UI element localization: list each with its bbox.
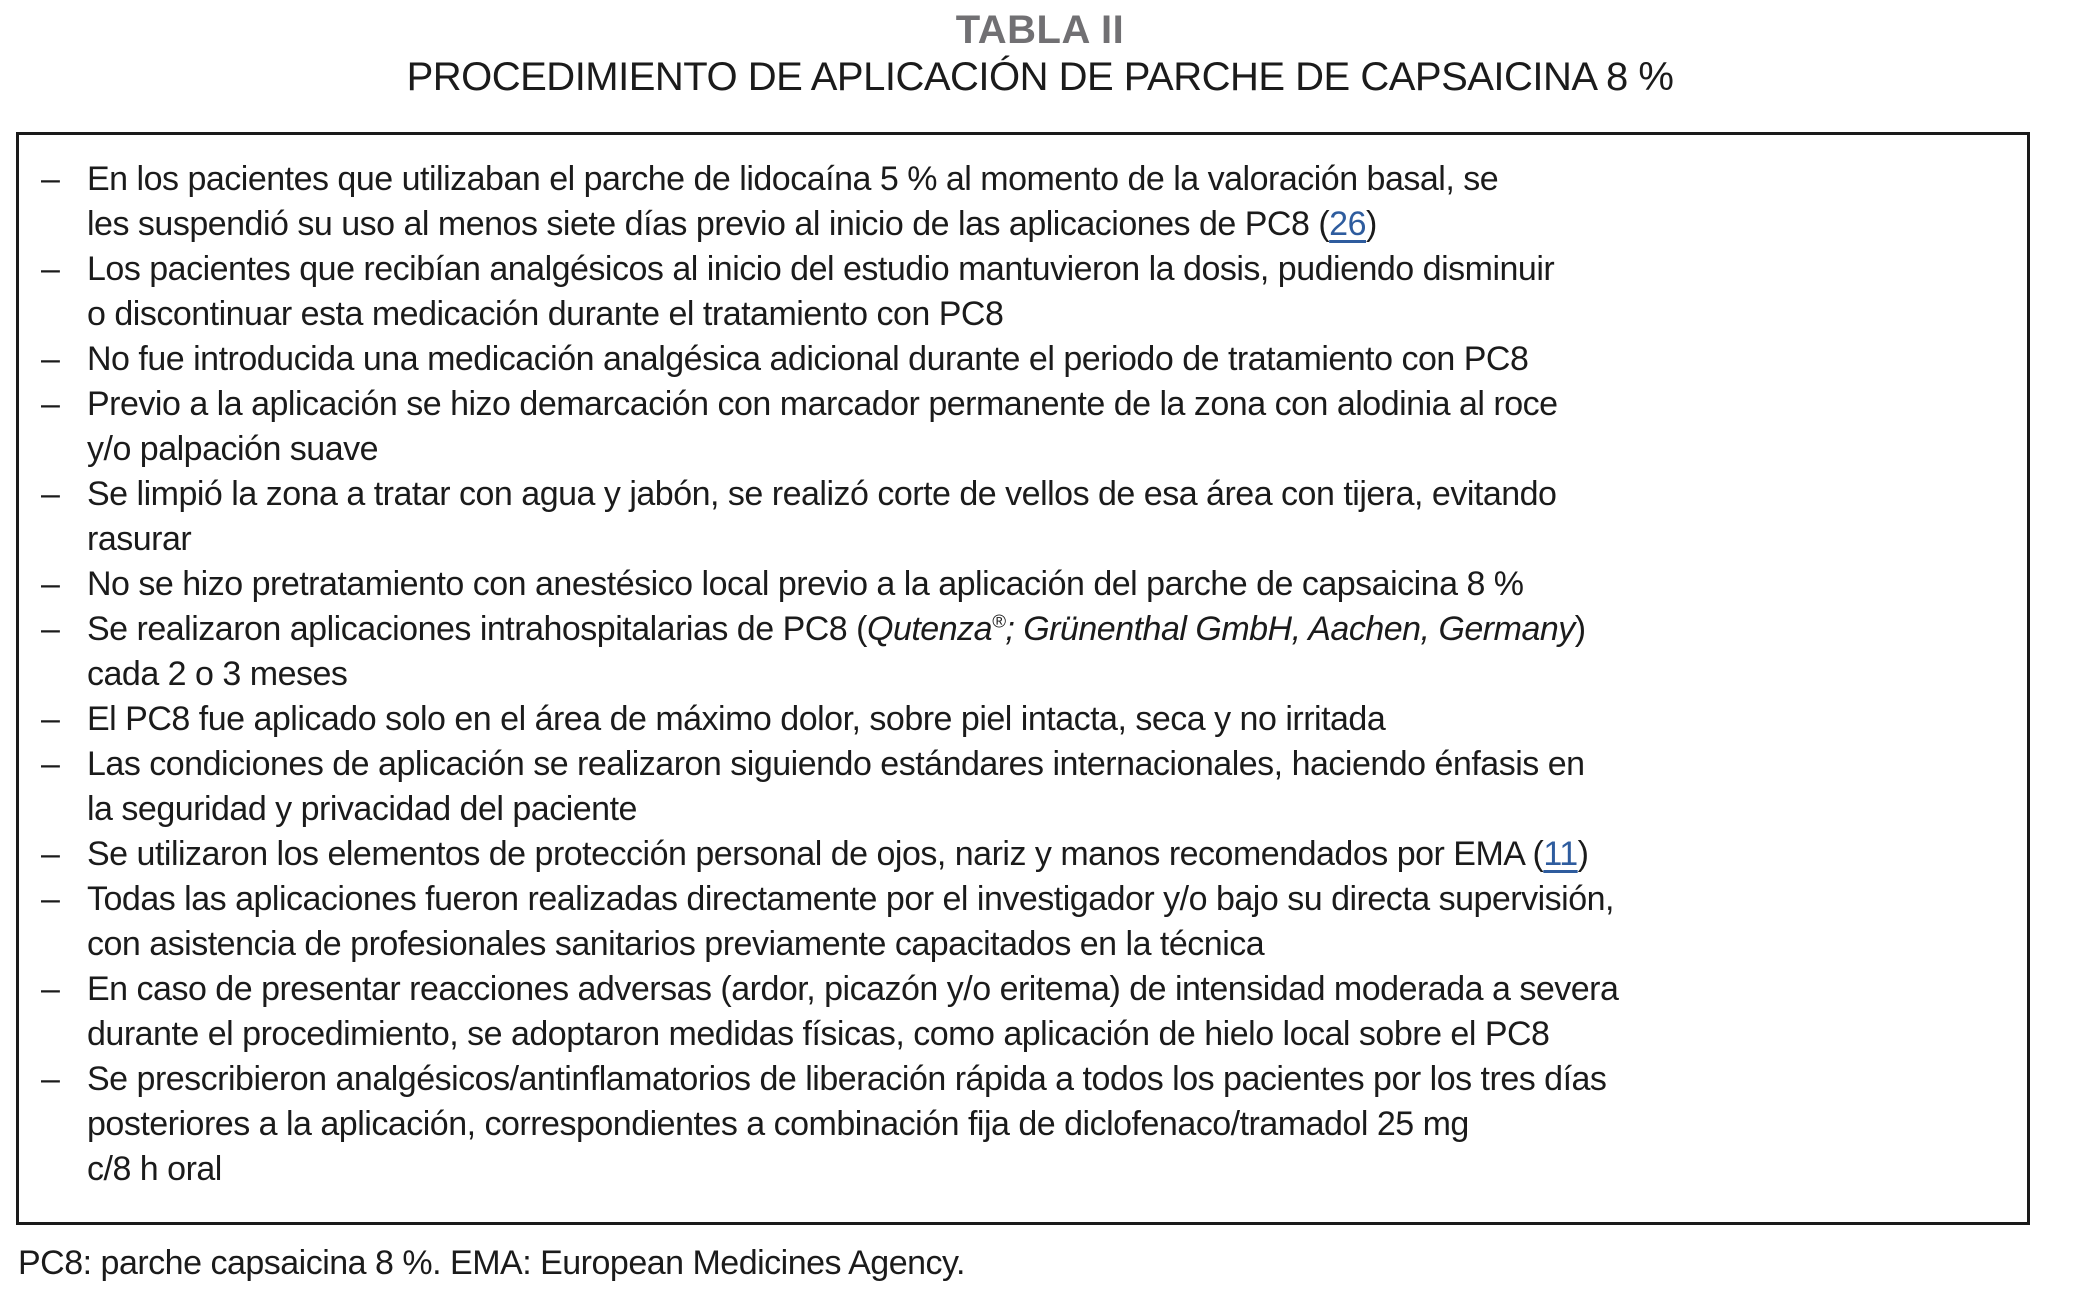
- list-item-text: [87, 1057, 2009, 1192]
- list-item-text: [87, 382, 2009, 472]
- text-segment: En caso de presentar reacciones adversas (ardor, picazón y/o eritema) de intensidad moderada a severa: [87, 970, 1619, 1008]
- text-segment: ): [1366, 205, 1377, 243]
- list-item: [41, 247, 2009, 337]
- text-segment: Se utilizaron los elementos de protección personal de ojos, nariz y manos recomendados por EMA (: [87, 835, 1544, 873]
- bullet-marker: –: [41, 385, 60, 423]
- list-item-text: [87, 337, 2009, 382]
- text-segment: o discontinuar esta medicación durante el tratamiento con PC8: [87, 295, 1004, 333]
- text-segment: Los pacientes que recibían analgésicos al inicio del estudio mantuvieron la dosis, pudiendo disminuir: [87, 250, 1555, 288]
- reference-link[interactable]: 11: [1543, 835, 1578, 873]
- text-segment: ; Grünenthal GmbH, Aachen, Germany: [1005, 610, 1575, 648]
- list-item-text: [87, 472, 2009, 562]
- text-segment: No se hizo pretratamiento con anestésico local previo a la aplicación del parche de capsaicina 8 %: [87, 565, 1524, 603]
- list-item-text: [87, 742, 2009, 832]
- list-item: [41, 382, 2009, 472]
- text-segment: cada 2 o 3 meses: [87, 655, 348, 693]
- list-item-text: [87, 157, 2009, 247]
- list-item: [41, 562, 2009, 607]
- list-item-text: [87, 832, 2009, 877]
- bullet-marker: –: [41, 160, 60, 198]
- list-item: [41, 742, 2009, 832]
- list-item: [41, 337, 2009, 382]
- text-segment: Las condiciones de aplicación se realizaron siguiendo estándares internacionales, haciendo énfasis en: [87, 745, 1585, 783]
- list-item-text: [87, 562, 2009, 607]
- text-segment: Se prescribieron analgésicos/antinflamatorios de liberación rápida a todos los pacientes por los tres días: [87, 1060, 1607, 1098]
- text-segment: c/8 h oral: [87, 1150, 222, 1188]
- text-segment: con asistencia de profesionales sanitarios previamente capacitados en la técnica: [87, 925, 1265, 963]
- text-segment: durante el procedimiento, se adoptaron medidas físicas, como aplicación de hielo local sobre el PC8: [87, 1015, 1550, 1053]
- text-segment: Todas las aplicaciones fueron realizadas directamente por el investigador y/o bajo su directa supervisión,: [87, 880, 1614, 918]
- bullet-marker: –: [41, 745, 60, 783]
- text-segment: ): [1574, 610, 1586, 648]
- list-item: [41, 697, 2009, 742]
- text-segment: y/o palpación suave: [87, 430, 379, 468]
- table-label: TABLA II: [955, 8, 1125, 52]
- list-item: [41, 607, 2009, 697]
- text-segment: la seguridad y privacidad del paciente: [87, 790, 637, 828]
- footnote: PC8: parche capsaicina 8 %. EMA: European Medicines Agency.: [18, 1244, 965, 1282]
- table-title: PROCEDIMIENTO DE APLICACIÓN DE PARCHE DE CAPSAICINA 8 %: [406, 55, 1674, 99]
- bullet-marker: –: [41, 1060, 60, 1098]
- text-segment: En los pacientes que utilizaban el parche de lidocaína 5 % al momento de la valoración basal, se: [87, 160, 1499, 198]
- list-item: [41, 877, 2009, 967]
- list-item: [41, 967, 2009, 1057]
- bullet-marker: –: [41, 610, 60, 648]
- bullet-marker: –: [41, 250, 60, 288]
- text-segment: Qutenza: [867, 610, 993, 648]
- list-item-text: [87, 697, 2009, 742]
- text-segment: les suspendió su uso al menos siete días previo al inicio de las aplicaciones de PC8 (: [87, 205, 1330, 243]
- bullet-marker: –: [41, 970, 60, 1008]
- list-item: [41, 472, 2009, 562]
- text-segment: posteriores a la aplicación, correspondientes a combinación fija de diclofenaco/tramadol 25 mg: [87, 1105, 1469, 1143]
- text-segment: Se realizaron aplicaciones intrahospitalarias de PC8 (: [87, 610, 867, 648]
- reference-link[interactable]: 26: [1329, 205, 1366, 243]
- text-segment: No fue introducida una medicación analgésica adicional durante el periodo de tratamiento con PC8: [87, 340, 1529, 378]
- text-segment: rasurar: [87, 520, 192, 558]
- text-segment: ): [1577, 835, 1589, 873]
- bullet-marker: –: [41, 340, 60, 378]
- list-item-text: [87, 247, 2009, 337]
- list-item-text: [87, 877, 2009, 967]
- text-segment: Se limpió la zona a tratar con agua y jabón, se realizó corte de vellos de esa área con tijera, evitando: [87, 475, 1557, 513]
- procedure-list: [41, 157, 2009, 1192]
- table-caption: [0, 0, 2080, 100]
- text-segment: Previo a la aplicación se hizo demarcación con marcador permanente de la zona con alodinia al roce: [87, 385, 1558, 423]
- bullet-marker: –: [41, 565, 60, 603]
- list-item-text: [87, 967, 2009, 1057]
- text-segment: ®: [992, 610, 1006, 632]
- bullet-marker: –: [41, 835, 60, 873]
- list-item: [41, 832, 2009, 877]
- list-item-text: [87, 607, 2009, 697]
- bullet-marker: –: [41, 880, 60, 918]
- list-item: [41, 1057, 2009, 1192]
- text-segment: El PC8 fue aplicado solo en el área de máximo dolor, sobre piel intacta, seca y no irritada: [87, 700, 1386, 738]
- procedure-box: [16, 132, 2030, 1225]
- bullet-marker: –: [41, 475, 60, 513]
- bullet-marker: –: [41, 700, 60, 738]
- list-item: [41, 157, 2009, 247]
